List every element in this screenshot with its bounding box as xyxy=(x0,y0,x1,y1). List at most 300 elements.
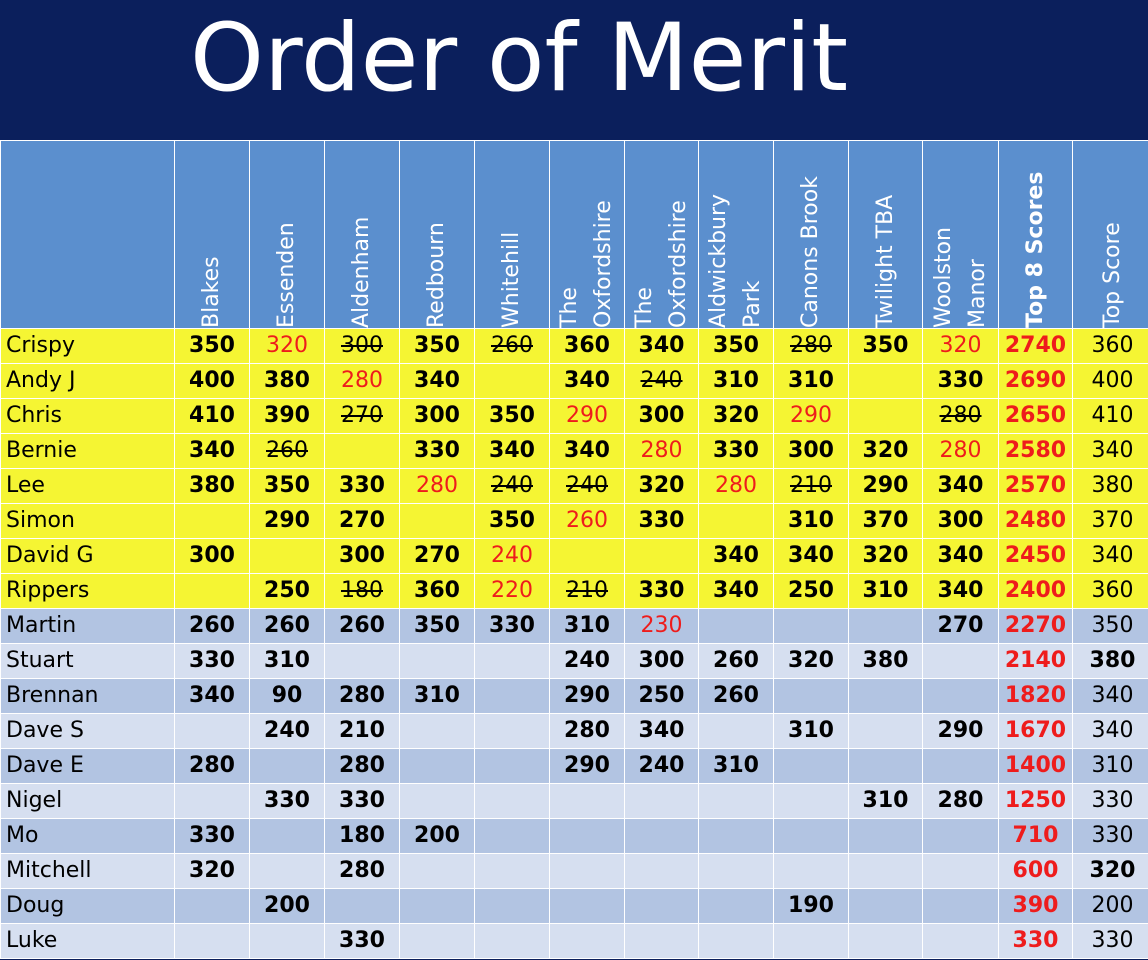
top-score xyxy=(1073,539,1148,574)
table-row xyxy=(1,469,1148,504)
score-cell xyxy=(774,574,849,609)
column-header-label: Canons Brook xyxy=(798,176,823,328)
score-value: 240 xyxy=(491,543,533,568)
score-cell xyxy=(774,714,849,749)
score-cell xyxy=(175,504,250,539)
score-cell xyxy=(699,504,774,539)
score-value: 300 xyxy=(937,508,984,533)
table-row xyxy=(1,434,1148,469)
score-cell xyxy=(923,889,999,924)
score-cell xyxy=(923,329,999,364)
player-name: Crispy xyxy=(1,329,175,364)
score-value: 300 xyxy=(638,403,685,428)
score-cell xyxy=(849,399,923,434)
score-value: 330 xyxy=(1091,823,1134,848)
score-cell xyxy=(475,434,550,469)
score-value: 280 xyxy=(939,438,982,463)
score-value: 340 xyxy=(713,578,759,603)
score-cell xyxy=(325,784,400,819)
score-cell xyxy=(699,399,774,434)
score-cell xyxy=(400,399,475,434)
player-name: Luke xyxy=(1,924,175,959)
score-cell xyxy=(475,399,550,434)
score-cell xyxy=(400,644,475,679)
score-cell xyxy=(923,714,999,749)
score-cell xyxy=(250,644,325,679)
score-value: 2650 xyxy=(1004,403,1067,428)
score-value: 2400 xyxy=(1004,578,1067,603)
score-value: 260 xyxy=(339,613,385,638)
score-value: 310 xyxy=(564,613,610,638)
score-value: 330 xyxy=(1091,788,1134,813)
order-of-merit-table xyxy=(0,140,1148,959)
score-value: 340 xyxy=(788,543,834,568)
score-cell xyxy=(699,469,774,504)
score-value: 2480 xyxy=(1004,508,1067,533)
score-cell xyxy=(400,539,475,574)
score-cell xyxy=(475,784,550,819)
header-row xyxy=(1,141,1148,329)
score-value: 260 xyxy=(189,613,235,638)
score-value: 400 xyxy=(1091,368,1134,393)
top-score xyxy=(1073,749,1148,784)
player-name: Dave S xyxy=(1,714,175,749)
score-value: 330 xyxy=(638,508,685,533)
score-value: 1820 xyxy=(1004,683,1067,708)
score-value: 310 xyxy=(713,368,759,393)
score-value: 2140 xyxy=(1004,648,1067,673)
score-cell xyxy=(699,644,774,679)
score-value: 280 xyxy=(341,368,383,393)
score-cell xyxy=(849,364,923,399)
top8-total xyxy=(999,679,1073,714)
score-cell xyxy=(774,399,849,434)
table-row xyxy=(1,399,1148,434)
score-value: 210 xyxy=(790,473,832,498)
score-value: 280 xyxy=(339,683,385,708)
score-value: 350 xyxy=(862,333,909,358)
score-value: 200 xyxy=(1091,893,1134,918)
player-name: Bernie xyxy=(1,434,175,469)
score-cell xyxy=(250,749,325,784)
score-cell xyxy=(175,854,250,889)
score-cell xyxy=(325,854,400,889)
score-cell xyxy=(550,854,625,889)
score-cell xyxy=(175,574,250,609)
score-value: 350 xyxy=(414,613,460,638)
score-value: 290 xyxy=(937,718,984,743)
score-cell xyxy=(325,574,400,609)
table-row xyxy=(1,784,1148,819)
score-cell xyxy=(250,819,325,854)
score-cell xyxy=(923,574,999,609)
top-score xyxy=(1073,469,1148,504)
score-cell xyxy=(400,924,475,959)
score-cell xyxy=(774,504,849,539)
score-value: 340 xyxy=(638,333,685,358)
score-cell xyxy=(550,469,625,504)
score-cell xyxy=(475,714,550,749)
score-value: 230 xyxy=(640,613,683,638)
score-value: 320 xyxy=(862,438,909,463)
score-cell xyxy=(400,609,475,644)
score-value: 350 xyxy=(713,333,759,358)
score-value: 300 xyxy=(788,438,834,463)
score-value: 270 xyxy=(414,543,460,568)
player-name: Nigel xyxy=(1,784,175,819)
score-value: 240 xyxy=(264,718,310,743)
score-cell xyxy=(325,434,400,469)
score-cell xyxy=(400,889,475,924)
player-name: Dave E xyxy=(1,749,175,784)
score-cell xyxy=(325,504,400,539)
score-cell xyxy=(849,854,923,889)
score-cell xyxy=(250,434,325,469)
score-value: 360 xyxy=(1091,578,1134,603)
top-score xyxy=(1073,329,1148,364)
score-value: 310 xyxy=(713,753,759,778)
score-value: 410 xyxy=(189,403,235,428)
score-value: 300 xyxy=(339,543,385,568)
score-cell xyxy=(699,679,774,714)
score-value: 310 xyxy=(264,648,310,673)
score-value: 2580 xyxy=(1004,438,1067,463)
score-cell xyxy=(849,504,923,539)
score-cell xyxy=(699,609,774,644)
score-cell xyxy=(475,504,550,539)
score-cell xyxy=(175,399,250,434)
top8-total xyxy=(999,469,1073,504)
column-header-label: Whitehill xyxy=(499,231,524,328)
player-name: Doug xyxy=(1,889,175,924)
score-cell xyxy=(923,434,999,469)
score-cell xyxy=(849,819,923,854)
score-cell xyxy=(550,679,625,714)
table-row xyxy=(1,679,1148,714)
column-header xyxy=(625,141,699,329)
score-cell xyxy=(400,329,475,364)
score-cell xyxy=(774,364,849,399)
score-cell xyxy=(325,609,400,644)
top8-total xyxy=(999,364,1073,399)
score-cell xyxy=(849,574,923,609)
score-cell xyxy=(774,609,849,644)
score-cell xyxy=(625,364,699,399)
column-header xyxy=(699,141,774,329)
score-cell xyxy=(625,469,699,504)
top-score xyxy=(1073,784,1148,819)
score-value: 290 xyxy=(566,403,608,428)
column-header xyxy=(774,141,849,329)
score-value: 270 xyxy=(937,613,984,638)
score-value: 350 xyxy=(189,333,235,358)
column-header xyxy=(550,141,625,329)
score-value: 320 xyxy=(713,403,759,428)
score-cell xyxy=(849,889,923,924)
score-value: 330 xyxy=(1012,928,1059,953)
score-value: 330 xyxy=(189,823,235,848)
score-value: 280 xyxy=(715,473,757,498)
score-cell xyxy=(923,469,999,504)
top8-total xyxy=(999,749,1073,784)
score-cell xyxy=(849,609,923,644)
score-value: 330 xyxy=(937,368,984,393)
score-cell xyxy=(625,749,699,784)
score-cell xyxy=(175,469,250,504)
top8-total xyxy=(999,574,1073,609)
score-cell xyxy=(849,329,923,364)
score-cell xyxy=(923,679,999,714)
score-cell xyxy=(625,504,699,539)
score-value: 300 xyxy=(638,648,685,673)
column-header-label: Aldenham xyxy=(349,216,374,328)
score-cell xyxy=(175,329,250,364)
score-value: 330 xyxy=(713,438,759,463)
score-cell xyxy=(175,644,250,679)
score-cell xyxy=(774,854,849,889)
score-cell xyxy=(400,819,475,854)
score-value: 250 xyxy=(788,578,834,603)
score-value: 340 xyxy=(713,543,759,568)
top8-total xyxy=(999,819,1073,854)
score-cell xyxy=(849,434,923,469)
score-value: 350 xyxy=(264,473,310,498)
table-row xyxy=(1,539,1148,574)
score-value: 90 xyxy=(271,683,303,708)
score-cell xyxy=(250,364,325,399)
score-value: 300 xyxy=(189,543,235,568)
top8-total xyxy=(999,889,1073,924)
score-value: 340 xyxy=(564,438,610,463)
score-value: 280 xyxy=(564,718,610,743)
column-header xyxy=(325,141,400,329)
score-value: 350 xyxy=(414,333,460,358)
table-row xyxy=(1,644,1148,679)
score-cell xyxy=(774,924,849,959)
table-row xyxy=(1,504,1148,539)
top8-total xyxy=(999,924,1073,959)
score-cell xyxy=(475,854,550,889)
score-cell xyxy=(550,924,625,959)
table-row xyxy=(1,749,1148,784)
top-score xyxy=(1073,644,1148,679)
score-cell xyxy=(774,539,849,574)
score-cell xyxy=(400,364,475,399)
score-cell xyxy=(625,539,699,574)
score-value: 710 xyxy=(1012,823,1059,848)
score-cell xyxy=(923,644,999,679)
score-value: 210 xyxy=(566,578,608,603)
top8-total xyxy=(999,434,1073,469)
score-cell xyxy=(250,574,325,609)
score-cell xyxy=(250,609,325,644)
score-cell xyxy=(400,434,475,469)
score-value: 380 xyxy=(264,368,310,393)
score-value: 350 xyxy=(489,403,535,428)
player-name: Andy J xyxy=(1,364,175,399)
player-name: Mo xyxy=(1,819,175,854)
score-value: 220 xyxy=(491,578,533,603)
score-cell xyxy=(250,399,325,434)
score-cell xyxy=(475,644,550,679)
score-cell xyxy=(699,819,774,854)
score-value: 2740 xyxy=(1004,333,1067,358)
table-row xyxy=(1,714,1148,749)
score-cell xyxy=(699,539,774,574)
score-cell xyxy=(400,714,475,749)
score-value: 300 xyxy=(414,403,460,428)
score-value: 300 xyxy=(341,333,383,358)
score-cell xyxy=(400,574,475,609)
score-cell xyxy=(550,364,625,399)
column-header-label: Essenden xyxy=(274,222,299,328)
score-value: 340 xyxy=(189,438,235,463)
score-value: 600 xyxy=(1012,858,1059,883)
score-cell xyxy=(625,889,699,924)
column-header xyxy=(1073,141,1148,329)
score-cell xyxy=(699,749,774,784)
score-cell xyxy=(400,749,475,784)
score-cell xyxy=(175,924,250,959)
score-cell xyxy=(400,679,475,714)
score-cell xyxy=(625,574,699,609)
score-cell xyxy=(175,434,250,469)
top-score xyxy=(1073,364,1148,399)
player-name: Chris xyxy=(1,399,175,434)
score-value: 320 xyxy=(788,648,834,673)
score-value: 340 xyxy=(937,473,984,498)
score-value: 260 xyxy=(713,648,759,673)
score-cell xyxy=(475,679,550,714)
score-cell xyxy=(325,749,400,784)
score-value: 320 xyxy=(189,858,235,883)
score-cell xyxy=(625,434,699,469)
score-value: 340 xyxy=(937,543,984,568)
score-cell xyxy=(550,784,625,819)
score-cell xyxy=(625,679,699,714)
score-cell xyxy=(774,644,849,679)
score-value: 290 xyxy=(862,473,909,498)
score-value: 2270 xyxy=(1004,613,1067,638)
score-cell xyxy=(475,329,550,364)
score-cell xyxy=(550,539,625,574)
score-value: 260 xyxy=(491,333,533,358)
score-value: 370 xyxy=(1091,508,1134,533)
score-cell xyxy=(325,539,400,574)
score-value: 280 xyxy=(790,333,832,358)
score-value: 260 xyxy=(264,613,310,638)
top8-total xyxy=(999,609,1073,644)
score-cell xyxy=(923,504,999,539)
score-cell xyxy=(250,924,325,959)
table-row xyxy=(1,924,1148,959)
score-value: 2450 xyxy=(1004,543,1067,568)
score-value: 360 xyxy=(414,578,460,603)
score-cell xyxy=(625,644,699,679)
score-value: 340 xyxy=(1091,718,1134,743)
score-value: 260 xyxy=(566,508,608,533)
score-cell xyxy=(325,364,400,399)
score-cell xyxy=(325,644,400,679)
score-value: 370 xyxy=(862,508,909,533)
column-header-label: Twilight TBA xyxy=(872,194,898,328)
score-cell xyxy=(475,574,550,609)
score-value: 360 xyxy=(1091,333,1134,358)
score-cell xyxy=(849,679,923,714)
score-cell xyxy=(923,819,999,854)
score-value: 280 xyxy=(189,753,235,778)
score-value: 390 xyxy=(1012,893,1059,918)
top-score xyxy=(1073,819,1148,854)
score-cell xyxy=(699,574,774,609)
score-value: 340 xyxy=(1091,438,1134,463)
top8-total xyxy=(999,784,1073,819)
score-value: 180 xyxy=(341,578,383,603)
score-value: 1400 xyxy=(1004,753,1067,778)
score-value: 2570 xyxy=(1004,473,1067,498)
score-value: 180 xyxy=(339,823,385,848)
score-cell xyxy=(625,924,699,959)
score-value: 280 xyxy=(339,753,385,778)
column-header-label: Aldwickbury Park xyxy=(706,193,765,328)
top8-total xyxy=(999,644,1073,679)
score-cell xyxy=(400,784,475,819)
score-value: 380 xyxy=(189,473,235,498)
score-value: 290 xyxy=(564,753,610,778)
top-score xyxy=(1073,854,1148,889)
score-cell xyxy=(475,889,550,924)
score-value: 240 xyxy=(640,368,683,393)
score-value: 290 xyxy=(264,508,310,533)
score-cell xyxy=(550,819,625,854)
score-cell xyxy=(250,714,325,749)
score-cell xyxy=(550,644,625,679)
score-cell xyxy=(774,889,849,924)
score-value: 310 xyxy=(414,683,460,708)
table-row xyxy=(1,364,1148,399)
column-header xyxy=(475,141,550,329)
score-cell xyxy=(849,749,923,784)
score-value: 350 xyxy=(1091,613,1134,638)
score-cell xyxy=(774,469,849,504)
top8-total xyxy=(999,504,1073,539)
column-header xyxy=(849,141,923,329)
score-cell xyxy=(550,399,625,434)
score-cell xyxy=(774,434,849,469)
score-value: 240 xyxy=(491,473,533,498)
score-value: 200 xyxy=(264,893,310,918)
column-header-label: The Oxfordshire xyxy=(557,200,616,328)
score-cell xyxy=(625,609,699,644)
score-cell xyxy=(774,819,849,854)
score-value: 280 xyxy=(416,473,458,498)
score-value: 360 xyxy=(564,333,610,358)
score-cell xyxy=(699,329,774,364)
score-cell xyxy=(849,644,923,679)
table-row xyxy=(1,609,1148,644)
score-cell xyxy=(475,539,550,574)
score-value: 250 xyxy=(638,683,685,708)
score-value: 1250 xyxy=(1004,788,1067,813)
column-header xyxy=(999,141,1073,329)
top-score xyxy=(1073,679,1148,714)
top-score xyxy=(1073,434,1148,469)
score-value: 340 xyxy=(564,368,610,393)
score-cell xyxy=(923,539,999,574)
score-value: 320 xyxy=(862,543,909,568)
top8-total xyxy=(999,539,1073,574)
score-cell xyxy=(625,819,699,854)
